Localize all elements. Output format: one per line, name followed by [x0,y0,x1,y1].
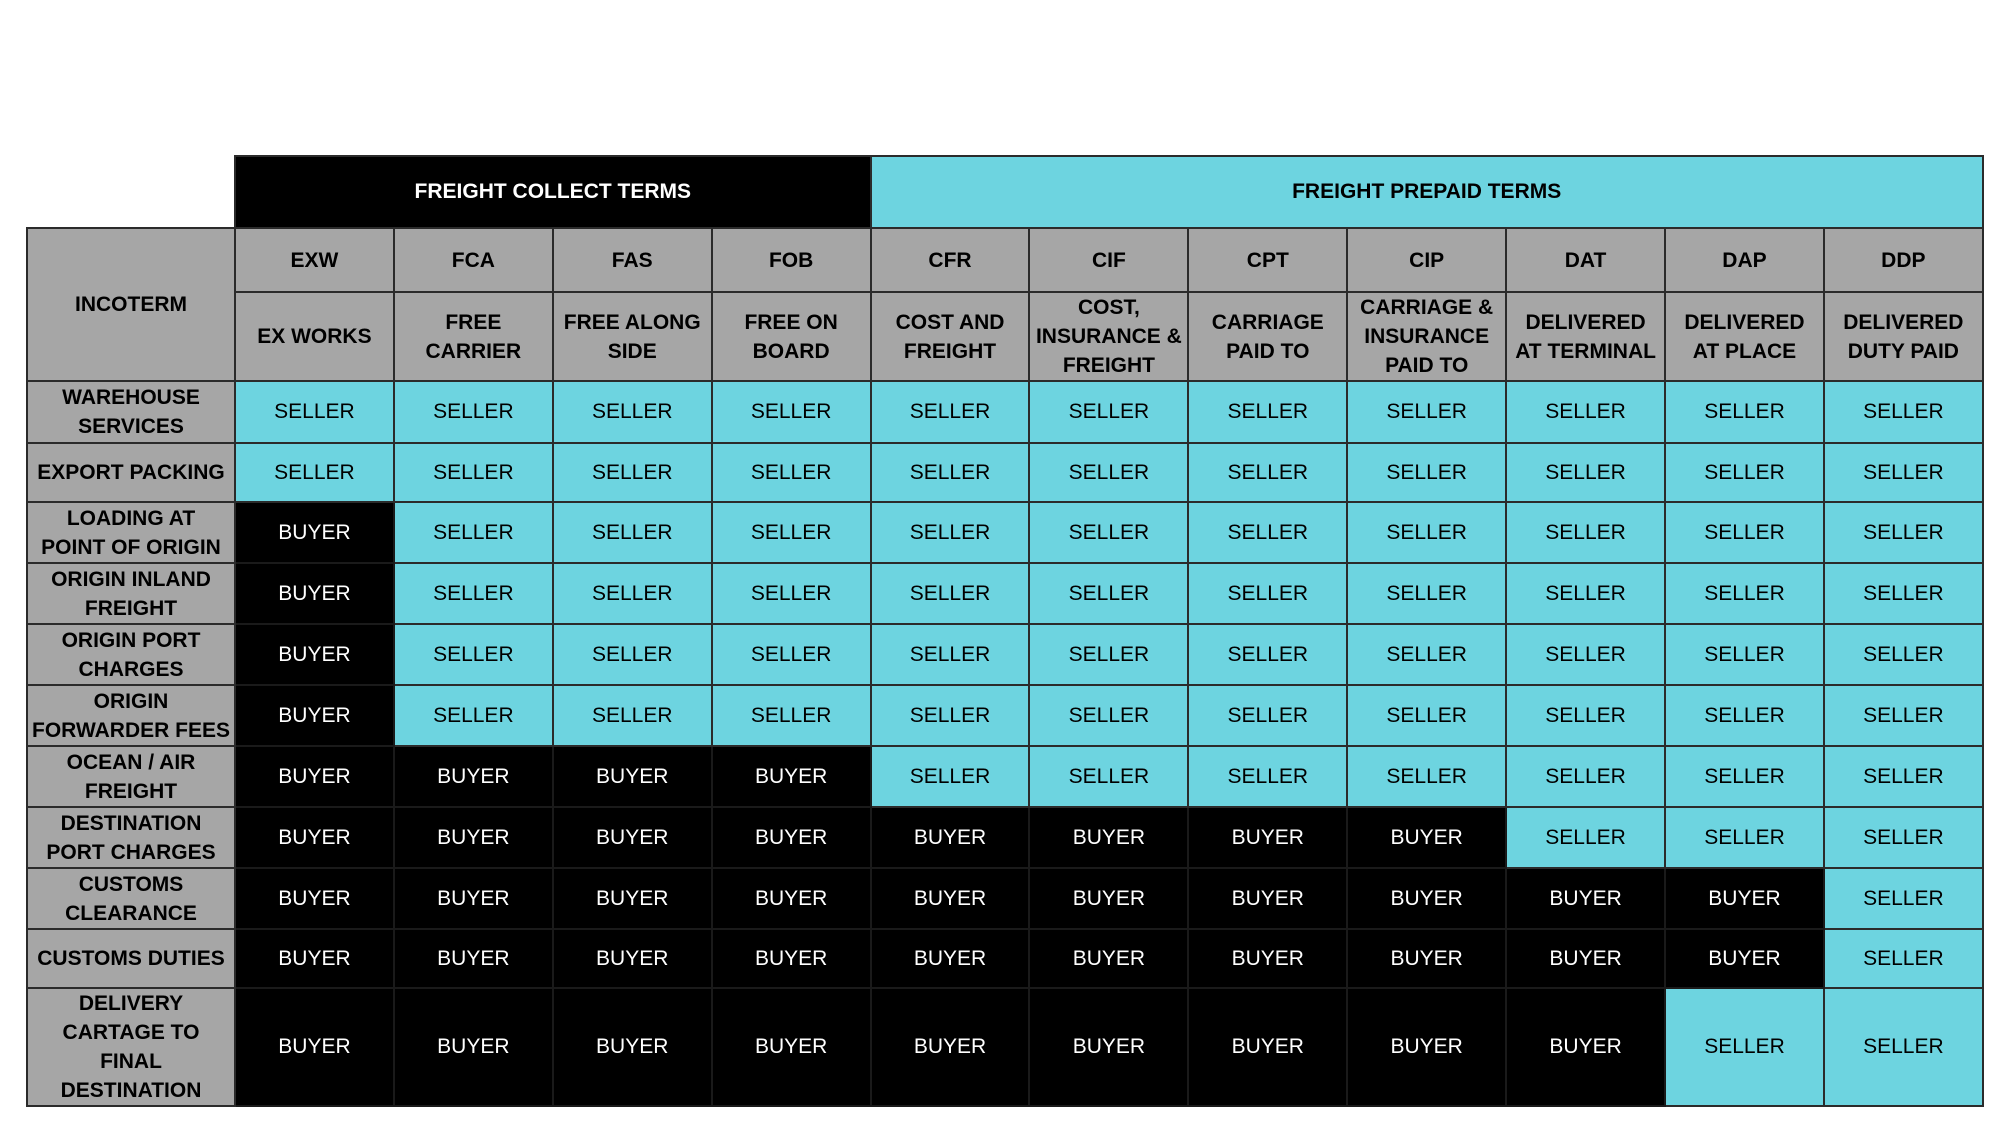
responsibility-cell: SELLER [1347,563,1506,624]
responsibility-cell: BUYER [553,929,712,988]
responsibility-cell: SELLER [1506,624,1665,685]
freight-prepaid-band: FREIGHT PREPAID TERMS [871,156,1983,228]
row-label: CUSTOMS DUTIES [27,929,235,988]
responsibility-cell: SELLER [1029,563,1188,624]
responsibility-cell: SELLER [871,443,1030,502]
responsibility-cell: BUYER [871,868,1030,929]
responsibility-cell: BUYER [871,988,1030,1106]
responsibility-cell: SELLER [1188,685,1347,746]
responsibility-cell: SELLER [712,443,871,502]
responsibility-cell: SELLER [871,746,1030,807]
term-code-row [27,228,1983,292]
responsibility-cell: SELLER [871,502,1030,563]
term-code-fas: FAS [553,228,712,292]
row-label: WAREHOUSE SERVICES [27,381,235,443]
responsibility-cell: SELLER [1188,502,1347,563]
term-name-fob: FREE ON BOARD [712,292,871,381]
table-row [27,746,1983,807]
table-row [27,988,1983,1106]
responsibility-cell: SELLER [394,381,553,443]
incoterm-row-header: INCOTERM [27,228,235,381]
table-row [27,807,1983,868]
responsibility-cell: BUYER [1029,868,1188,929]
responsibility-cell: SELLER [1506,807,1665,868]
responsibility-cell: SELLER [553,443,712,502]
responsibility-cell: BUYER [394,929,553,988]
band-row [27,156,1983,228]
responsibility-cell: BUYER [1347,807,1506,868]
responsibility-cell: SELLER [1665,624,1824,685]
term-code-exw: EXW [235,228,394,292]
responsibility-cell: BUYER [235,685,394,746]
row-label: OCEAN / AIR FREIGHT [27,746,235,807]
row-label: ORIGIN INLAND FREIGHT [27,563,235,624]
responsibility-cell: SELLER [553,685,712,746]
table-body [27,381,1983,1106]
responsibility-cell: BUYER [1029,929,1188,988]
responsibility-cell: SELLER [1665,746,1824,807]
responsibility-cell: SELLER [1824,988,1983,1106]
term-name-dap: DELIVERED AT PLACE [1665,292,1824,381]
responsibility-cell: SELLER [871,381,1030,443]
responsibility-cell: SELLER [235,381,394,443]
table-row [27,563,1983,624]
responsibility-cell: BUYER [235,929,394,988]
responsibility-cell: SELLER [712,381,871,443]
responsibility-cell: SELLER [1347,381,1506,443]
term-name-ddp: DELIVERED DUTY PAID [1824,292,1983,381]
responsibility-cell: SELLER [1029,443,1188,502]
responsibility-cell: BUYER [394,807,553,868]
responsibility-cell: SELLER [1665,502,1824,563]
table-row [27,685,1983,746]
responsibility-cell: BUYER [712,929,871,988]
responsibility-cell: SELLER [394,443,553,502]
responsibility-cell: BUYER [1188,807,1347,868]
responsibility-cell: BUYER [1029,807,1188,868]
table-row [27,443,1983,502]
responsibility-cell: BUYER [1665,929,1824,988]
responsibility-cell: SELLER [553,563,712,624]
responsibility-cell: SELLER [871,563,1030,624]
responsibility-cell: BUYER [712,807,871,868]
term-code-dat: DAT [1506,228,1665,292]
responsibility-cell: BUYER [235,563,394,624]
responsibility-cell: BUYER [235,502,394,563]
responsibility-cell: SELLER [1824,502,1983,563]
responsibility-cell: SELLER [1506,746,1665,807]
term-name-fas: FREE ALONG SIDE [553,292,712,381]
freight-collect-band: FREIGHT COLLECT TERMS [235,156,871,228]
responsibility-cell: SELLER [1347,685,1506,746]
responsibility-cell: SELLER [1665,381,1824,443]
row-label: CUSTOMS CLEARANCE [27,868,235,929]
responsibility-cell: BUYER [1188,988,1347,1106]
responsibility-cell: BUYER [871,929,1030,988]
corner-blank [27,156,235,228]
responsibility-cell: SELLER [553,624,712,685]
responsibility-cell: SELLER [1665,807,1824,868]
term-code-fca: FCA [394,228,553,292]
responsibility-cell: BUYER [235,868,394,929]
responsibility-cell: BUYER [1347,868,1506,929]
responsibility-cell: BUYER [553,988,712,1106]
responsibility-cell: SELLER [1188,624,1347,685]
responsibility-cell: SELLER [1029,381,1188,443]
term-name-dat: DELIVERED AT TERMINAL [1506,292,1665,381]
responsibility-cell: BUYER [235,746,394,807]
incoterms-table [26,155,1984,1107]
responsibility-cell: SELLER [394,685,553,746]
row-label: ORIGIN FORWARDER FEES [27,685,235,746]
responsibility-cell: SELLER [1029,502,1188,563]
responsibility-cell: BUYER [712,746,871,807]
responsibility-cell: BUYER [1188,868,1347,929]
term-name-exw: EX WORKS [235,292,394,381]
row-label: EXPORT PACKING [27,443,235,502]
responsibility-cell: SELLER [1347,502,1506,563]
term-code-cif: CIF [1029,228,1188,292]
responsibility-cell: SELLER [1029,685,1188,746]
responsibility-cell: SELLER [1506,502,1665,563]
responsibility-cell: BUYER [553,807,712,868]
responsibility-cell: SELLER [1824,624,1983,685]
table-row [27,929,1983,988]
row-label: LOADING AT POINT OF ORIGIN [27,502,235,563]
term-name-cfr: COST AND FREIGHT [871,292,1030,381]
responsibility-cell: BUYER [235,624,394,685]
responsibility-cell: BUYER [1506,988,1665,1106]
responsibility-cell: SELLER [1347,746,1506,807]
responsibility-cell: SELLER [1347,443,1506,502]
term-name-cif: COST, INSURANCE & FREIGHT [1029,292,1188,381]
responsibility-cell: BUYER [394,988,553,1106]
responsibility-cell: SELLER [1665,443,1824,502]
responsibility-cell: SELLER [1347,624,1506,685]
responsibility-cell: SELLER [235,443,394,502]
term-name-cip: CARRIAGE & INSURANCE PAID TO [1347,292,1506,381]
responsibility-cell: SELLER [1824,929,1983,988]
responsibility-cell: SELLER [1506,685,1665,746]
responsibility-cell: SELLER [1506,381,1665,443]
responsibility-cell: SELLER [1824,381,1983,443]
row-label: DELIVERY CARTAGE TO FINAL DESTINATION [27,988,235,1106]
responsibility-cell: SELLER [394,624,553,685]
responsibility-cell: SELLER [553,381,712,443]
responsibility-cell: SELLER [712,563,871,624]
table-row [27,381,1983,443]
responsibility-cell: SELLER [1188,381,1347,443]
responsibility-cell: BUYER [1506,868,1665,929]
responsibility-cell: SELLER [553,502,712,563]
responsibility-cell: BUYER [553,868,712,929]
responsibility-cell: BUYER [394,746,553,807]
responsibility-cell: BUYER [235,807,394,868]
table-row [27,624,1983,685]
responsibility-cell: SELLER [1506,563,1665,624]
responsibility-cell: BUYER [1347,929,1506,988]
table-head [27,156,1983,381]
row-label: ORIGIN PORT CHARGES [27,624,235,685]
responsibility-cell: BUYER [871,807,1030,868]
term-code-cpt: CPT [1188,228,1347,292]
term-code-ddp: DDP [1824,228,1983,292]
term-code-dap: DAP [1665,228,1824,292]
responsibility-cell: SELLER [1188,563,1347,624]
term-code-cip: CIP [1347,228,1506,292]
responsibility-cell: SELLER [1665,988,1824,1106]
responsibility-cell: SELLER [1029,746,1188,807]
responsibility-cell: BUYER [235,988,394,1106]
responsibility-cell: SELLER [712,685,871,746]
responsibility-cell: BUYER [1506,929,1665,988]
responsibility-cell: BUYER [1029,988,1188,1106]
responsibility-cell: BUYER [394,868,553,929]
responsibility-cell: BUYER [1665,868,1824,929]
responsibility-cell: SELLER [394,502,553,563]
table-row [27,502,1983,563]
responsibility-cell: SELLER [1824,443,1983,502]
responsibility-cell: BUYER [1347,988,1506,1106]
responsibility-cell: SELLER [1029,624,1188,685]
responsibility-cell: SELLER [1188,746,1347,807]
term-code-cfr: CFR [871,228,1030,292]
responsibility-cell: SELLER [871,685,1030,746]
term-name-cpt: CARRIAGE PAID TO [1188,292,1347,381]
responsibility-cell: SELLER [1188,443,1347,502]
responsibility-cell: BUYER [1188,929,1347,988]
responsibility-cell: SELLER [1665,563,1824,624]
responsibility-cell: SELLER [1824,868,1983,929]
responsibility-cell: SELLER [394,563,553,624]
responsibility-cell: SELLER [1665,685,1824,746]
responsibility-cell: BUYER [712,868,871,929]
term-name-fca: FREE CARRIER [394,292,553,381]
responsibility-cell: SELLER [1824,563,1983,624]
responsibility-cell: SELLER [1824,807,1983,868]
responsibility-cell: SELLER [871,624,1030,685]
responsibility-cell: BUYER [712,988,871,1106]
term-name-row [27,292,1983,381]
responsibility-cell: BUYER [553,746,712,807]
term-code-fob: FOB [712,228,871,292]
responsibility-cell: SELLER [712,624,871,685]
row-label: DESTINATION PORT CHARGES [27,807,235,868]
responsibility-cell: SELLER [1824,685,1983,746]
responsibility-cell: SELLER [712,502,871,563]
responsibility-cell: SELLER [1824,746,1983,807]
responsibility-cell: SELLER [1506,443,1665,502]
table-row [27,868,1983,929]
